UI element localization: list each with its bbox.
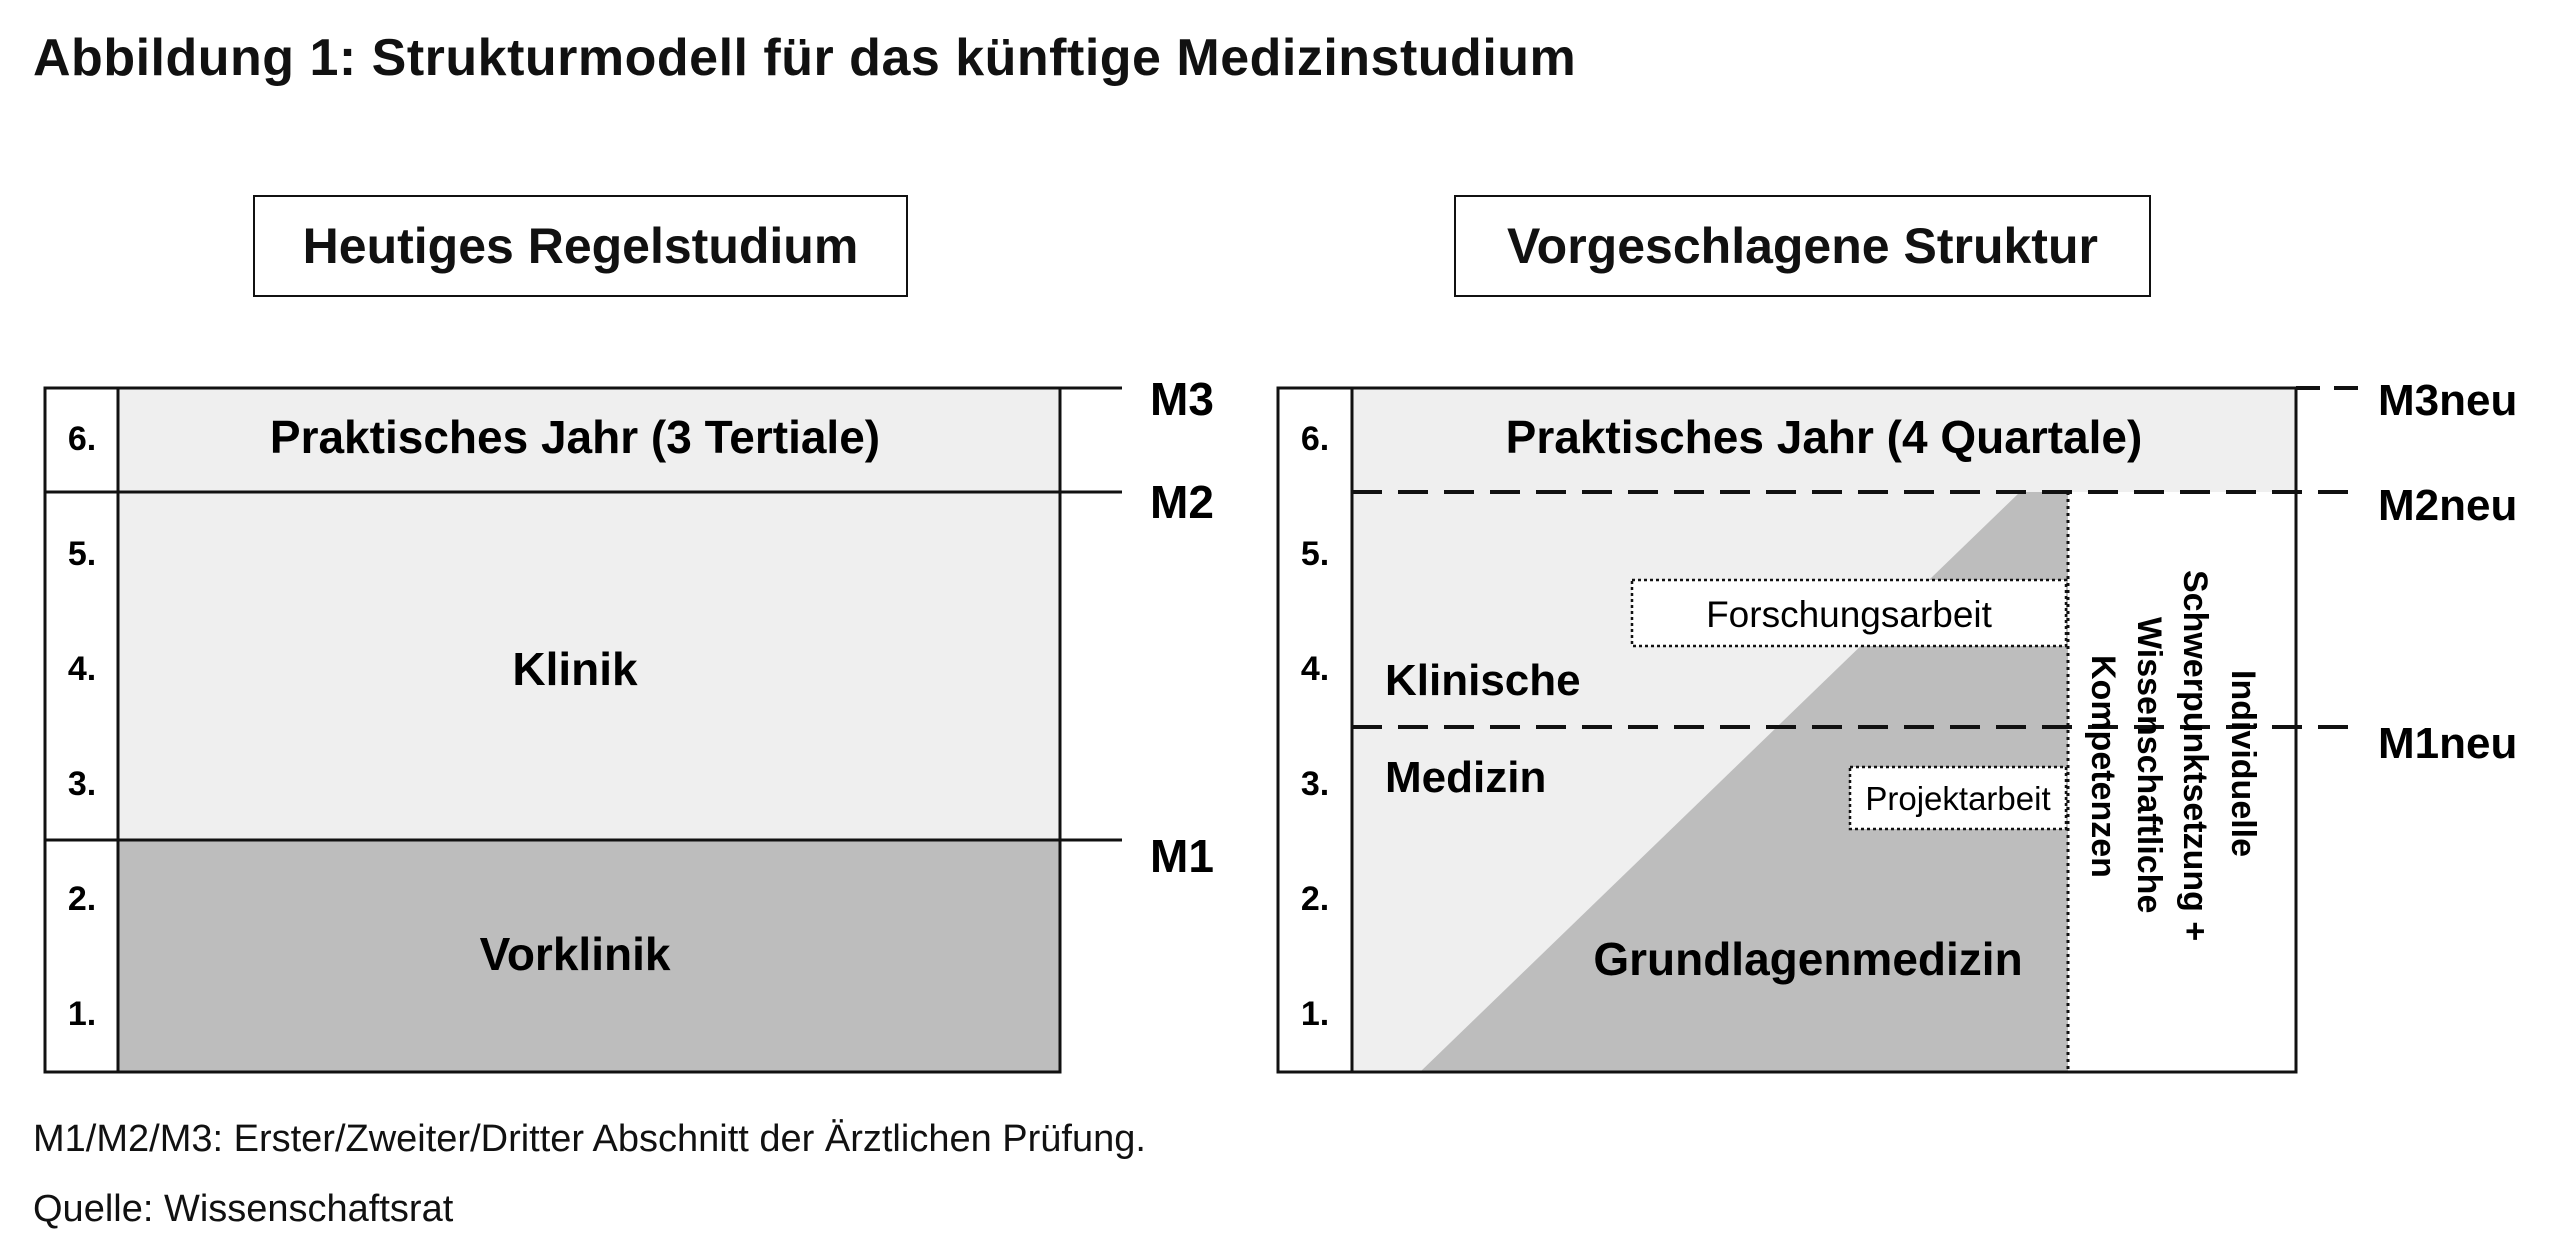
legend-note: M1/M2/M3: Erster/Zweiter/Dritter Abschnitt der Ärztlichen Prüfung.: [33, 1118, 1146, 1160]
vertical-schwerpunktsetzung: Schwerpunktsetzung +: [2176, 570, 2214, 942]
projektarbeit-label: Projektarbeit: [1865, 780, 2051, 817]
left-year-4: 4.: [67, 650, 97, 688]
left-year-6: 6.: [67, 420, 97, 458]
left-pj-label: Praktisches Jahr (3 Tertiale): [269, 411, 881, 463]
vertical-kompetenzen: Kompetenzen: [2084, 655, 2122, 878]
left-year-5: 5.: [67, 535, 97, 573]
right-year-6: 6.: [1300, 420, 1330, 458]
right-klinische-label: Klinische: [1385, 656, 1581, 705]
right-grundlagen-label: Grundlagenmedizin: [1593, 933, 2023, 985]
forschungsarbeit-label: Forschungsarbeit: [1706, 594, 1992, 635]
right-year-1: 1.: [1300, 995, 1330, 1033]
figure-title: Abbildung 1: Strukturmodell für das künftige Medizinstudium: [33, 29, 1577, 87]
left-m3-label: M3: [1150, 373, 1214, 425]
right-year-2: 2.: [1300, 880, 1330, 918]
right-m1-label: M1neu: [2378, 719, 2518, 768]
left-year-3: 3.: [67, 765, 97, 803]
source-note: Quelle: Wissenschaftsrat: [33, 1188, 454, 1230]
left-panel: [45, 373, 1214, 1072]
left-vorklinik-label: Vorklinik: [479, 928, 671, 980]
right-pj-label: Praktisches Jahr (4 Quartale): [1505, 411, 2143, 463]
left-year-2: 2.: [67, 880, 97, 918]
vertical-individuelle: Individuelle: [2224, 670, 2262, 858]
right-medizin-label: Medizin: [1385, 753, 1547, 802]
left-year-1: 1.: [67, 995, 97, 1033]
right-m3-label: M3neu: [2378, 376, 2518, 425]
right-year-3: 3.: [1300, 765, 1330, 803]
vertical-wissenschaftliche: Wissenschaftliche: [2130, 617, 2168, 914]
left-m1-label: M1: [1150, 830, 1214, 882]
right-panel: [1278, 376, 2517, 1072]
right-panel-heading-text: Vorgeschlagene Struktur: [1507, 218, 2098, 274]
left-klinik-label: Klinik: [512, 643, 638, 695]
right-m2-label: M2neu: [2378, 481, 2518, 530]
left-panel-heading-text: Heutiges Regelstudium: [302, 218, 859, 274]
right-year-5: 5.: [1300, 535, 1330, 573]
right-year-4: 4.: [1300, 650, 1330, 688]
left-m2-label: M2: [1150, 476, 1214, 528]
